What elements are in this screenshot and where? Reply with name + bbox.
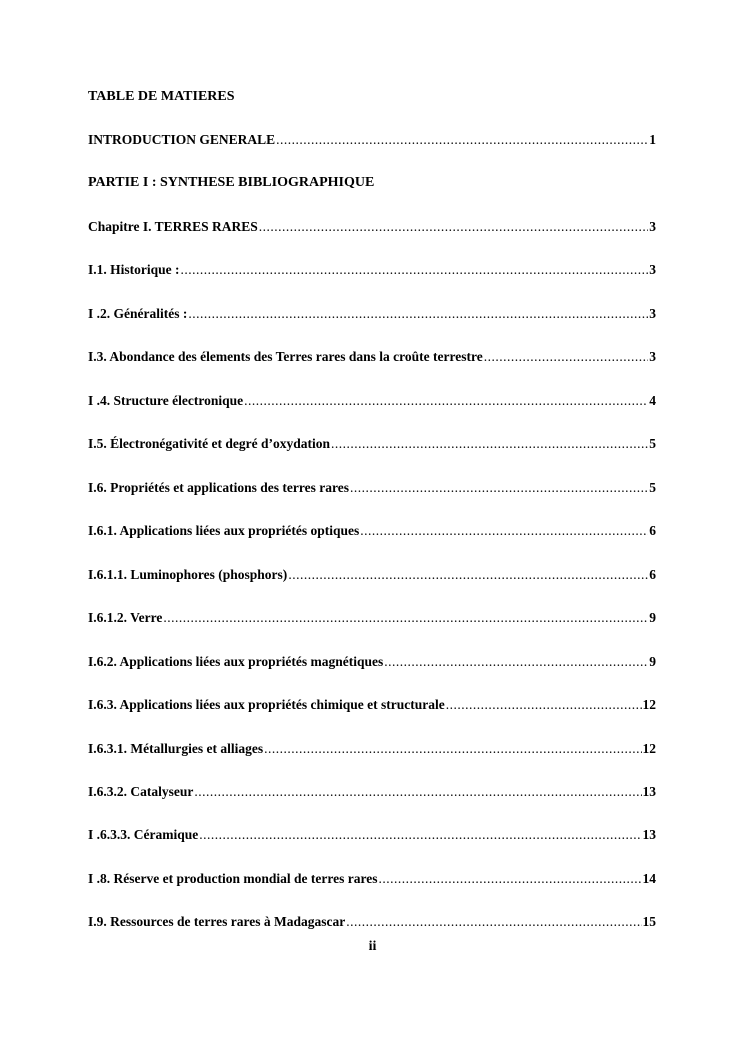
dot-leader xyxy=(288,566,648,584)
toc-entry-label: I.6. Propriétés et applications des terres rares xyxy=(88,480,349,495)
dot-leader xyxy=(331,435,648,453)
dot-leader xyxy=(378,870,641,888)
toc-entry[interactable] xyxy=(88,522,656,540)
dot-leader xyxy=(346,913,641,931)
dot-leader xyxy=(244,392,648,410)
toc-entry-page: 3 xyxy=(649,306,656,321)
toc-entry-label: I .2. Généralités : xyxy=(88,306,188,321)
toc-entry[interactable] xyxy=(88,435,656,453)
toc-entry[interactable] xyxy=(88,653,656,671)
toc-entry-label: I.6.1.2. Verre xyxy=(88,610,163,625)
toc-entry[interactable] xyxy=(88,566,656,584)
toc-entry-label: I.6.3.2. Catalyseur xyxy=(88,784,194,799)
toc-entry-page: 13 xyxy=(642,784,656,799)
toc-entry-page: 5 xyxy=(649,436,656,451)
dot-leader xyxy=(181,261,649,279)
toc-entry-label: I.5. Électronégativité et degré d’oxydation xyxy=(88,436,330,451)
part-heading: PARTIE I : SYNTHESE BIBLIOGRAPHIQUE xyxy=(88,175,375,190)
toc-entry-label: I .6.3.3. Céramique xyxy=(88,827,199,842)
toc-entry-page: 13 xyxy=(642,827,656,842)
toc-entry-page: 12 xyxy=(642,741,656,756)
dot-leader xyxy=(484,348,649,366)
toc-entry[interactable] xyxy=(88,261,656,279)
toc-entry-label: Chapitre I. TERRES RARES xyxy=(88,219,258,234)
toc-entry-label: I.6.1. Applications liées aux propriétés optiques xyxy=(88,523,360,538)
toc-entry-label: I.6.1.1. Luminophores (phosphors) xyxy=(88,567,288,582)
toc-entry-page: 15 xyxy=(642,914,656,929)
dot-leader xyxy=(360,522,648,540)
toc-entry-page: 1 xyxy=(649,132,656,147)
toc-entry-page: 4 xyxy=(649,393,656,408)
toc-entry-label: I.6.3. Applications liées aux propriétés chimique et structurale xyxy=(88,697,445,712)
dot-leader xyxy=(446,696,642,714)
dot-leader xyxy=(384,653,648,671)
toc-title: TABLE DE MATIERES xyxy=(88,89,235,104)
toc-entry-label: I.6.3.1. Métallurgies et alliages xyxy=(88,741,264,756)
dot-leader xyxy=(194,783,641,801)
toc-entry-page: 3 xyxy=(649,219,656,234)
dot-leader xyxy=(276,131,648,149)
toc-entry[interactable] xyxy=(88,913,656,931)
toc-entry-page: 3 xyxy=(649,262,656,277)
toc-entry[interactable] xyxy=(88,870,656,888)
toc-entry-label: I.1. Historique : xyxy=(88,262,180,277)
toc-entry[interactable] xyxy=(88,392,656,410)
toc-entry[interactable] xyxy=(88,826,656,844)
toc-entry[interactable] xyxy=(88,740,656,758)
toc-entry-page: 9 xyxy=(649,610,656,625)
toc-entry[interactable] xyxy=(88,218,656,236)
toc-entry-page: 14 xyxy=(642,871,656,886)
toc-entry[interactable] xyxy=(88,609,656,627)
toc-entry-page: 6 xyxy=(649,567,656,582)
toc-entry-label: I .4. Structure électronique xyxy=(88,393,244,408)
toc-entry-page: 12 xyxy=(642,697,656,712)
toc-entry-label: I.9. Ressources de terres rares à Madagascar xyxy=(88,914,346,929)
toc-entry[interactable] xyxy=(88,305,656,323)
toc-entry-introduction[interactable] xyxy=(88,131,656,149)
dot-leader xyxy=(199,826,641,844)
dot-leader xyxy=(188,305,648,323)
toc-entry-label: I.3. Abondance des élements des Terres rares dans la croûte terrestre xyxy=(88,349,483,364)
dot-leader xyxy=(264,740,641,758)
toc-entry[interactable] xyxy=(88,348,656,366)
dot-leader xyxy=(350,479,648,497)
toc-entry-page: 5 xyxy=(649,480,656,495)
toc-entry[interactable] xyxy=(88,696,656,714)
toc-entry-page: 3 xyxy=(649,349,656,364)
toc-entry-label: I.6.2. Applications liées aux propriétés magnétiques xyxy=(88,654,384,669)
dot-leader xyxy=(259,218,648,236)
page-number: ii xyxy=(368,939,377,954)
dot-leader xyxy=(163,609,648,627)
toc-entry[interactable] xyxy=(88,479,656,497)
toc-entry[interactable] xyxy=(88,783,656,801)
toc-entry-label: I .8. Réserve et production mondial de terres rares xyxy=(88,871,378,886)
toc-entry-page: 6 xyxy=(649,523,656,538)
toc-entry-page: 9 xyxy=(649,654,656,669)
toc-entry-label: INTRODUCTION GENERALE xyxy=(88,132,276,147)
